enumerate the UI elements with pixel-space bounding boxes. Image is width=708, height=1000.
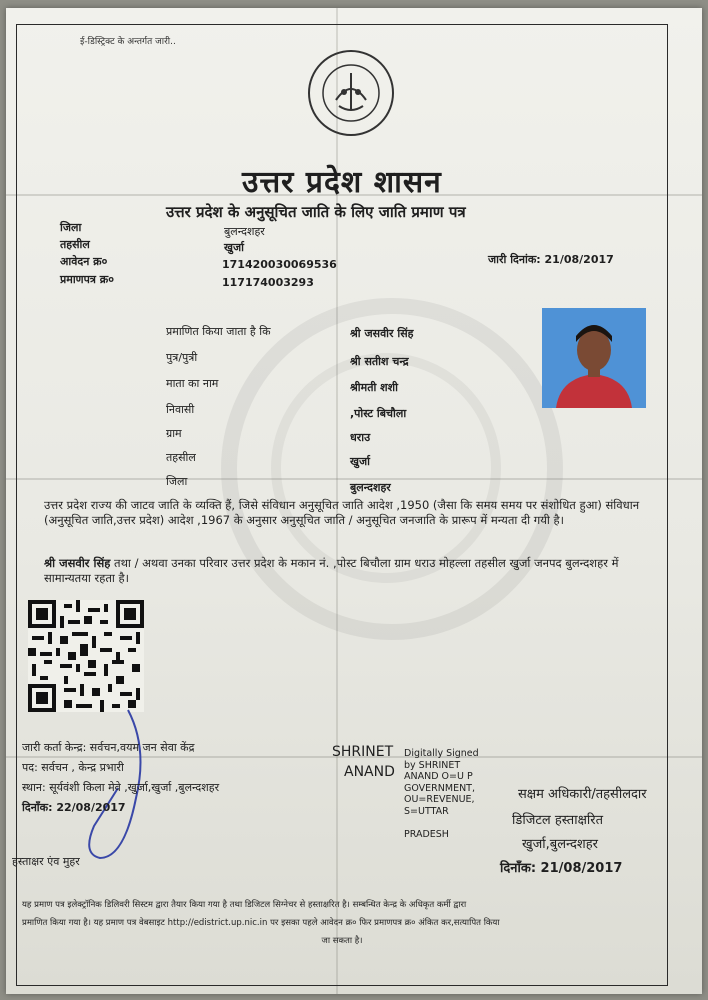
- applicant-photo: [542, 308, 646, 408]
- footer-note: [22, 896, 662, 950]
- authority-place: खुर्जा,बुलन्दशहर: [522, 837, 598, 852]
- parent-name: श्री सतीश चन्द्र: [350, 355, 409, 368]
- signer-name-line2: ANAND: [344, 764, 395, 780]
- issuer-post: पद: सर्वचन , केन्द्र प्रभारी: [22, 761, 124, 774]
- tehsil-value: खुर्जा: [224, 241, 245, 254]
- authority-title: सक्षम अधिकारी/तहसीलदार: [518, 787, 647, 802]
- holder-name-inline: श्री जसवीर सिंह: [44, 556, 111, 570]
- village-value: धराउ: [350, 431, 371, 444]
- detail-tehsil-label: तहसील: [166, 451, 196, 464]
- issuer-date: दिनाँक: 22/08/2017: [22, 801, 126, 814]
- issuing-centre: जारी कर्ता केन्द्र: सर्वचन,वयम जन सेवा केंद्र: [22, 741, 195, 754]
- digital-signature-line: [404, 817, 479, 829]
- authority-digital: डिजिटल हस्ताक्षरित: [512, 813, 603, 828]
- digital-signature-line: GOVERNMENT,: [404, 782, 476, 794]
- person-photo-icon: [542, 308, 646, 408]
- footer-line: जा सकता है।: [321, 936, 363, 946]
- caste-paragraph: उत्तर प्रदेश राज्य की जाटव जाति के व्यक्ति हैं, जिसे संविधान अनुसूचित जाति आदेश ,1950 (जैसा कि समय समय पर संशोधित हुआ) संविधान (अनुसूचित जाति,उत्तर प्रदेश) आदेश ,1967 के अनुसार अनुसूचित जाति / अनुसूचित जनजाति के प्रारूप में मन्यता दी गयी है।: [44, 498, 640, 527]
- application-label: आवेदन क्र०: [60, 255, 108, 268]
- detail-tehsil-value: खुर्जा: [350, 455, 371, 468]
- residence-paragraph: [44, 556, 650, 586]
- village-label: ग्राम: [166, 427, 182, 440]
- application-number: 171420030069536: [222, 258, 337, 271]
- mother-name: श्रीमती शशी: [350, 381, 398, 394]
- digital-signature-line: ANAND O=U P: [404, 771, 473, 782]
- digital-signature-line: OU=REVENUE,: [404, 794, 475, 805]
- signer-name-line1: SHRINET: [332, 744, 394, 760]
- certificate-label: प्रमाणपत्र क्र०: [60, 273, 114, 286]
- district-value: बुलन्दशहर: [224, 225, 265, 238]
- issue-date: जारी दिनांक: 21/08/2017: [488, 253, 614, 266]
- footer-line: यह प्रमाण पत्र इलेक्ट्रॉनिक डिलिवरी सिस्टम द्वारा तैयार किया गया है तथा डिजिटल सिग्नेचर से हस्ताक्षरित है। सम्बन्धित केन्द्र के अधिकृत कर्मी द्वारा: [22, 900, 467, 910]
- mother-label: माता का नाम: [166, 377, 219, 390]
- page-subtitle: उत्तर प्रदेश के अनुसूचित जाति के लिए जाति प्रमाण पत्र: [166, 203, 466, 221]
- detail-district-label: जिला: [166, 475, 188, 488]
- certificate-number: 117174003293: [222, 276, 314, 289]
- parent-label: पुत्र/पुत्री: [166, 351, 198, 364]
- issuer-place: स्थान: सूर्यवंशी किला मेवे ,खुर्जा,खुर्जा ,बुलन्दशहर: [22, 781, 220, 794]
- holder-name: श्री जसवीर सिंह: [350, 327, 414, 340]
- authority-date: दिनाँक: 21/08/2017: [500, 861, 623, 876]
- resident-value: ,पोस्ट बिचौला: [350, 407, 407, 420]
- header-note: ई-डिस्ट्रिक्ट के अन्तर्गत जारी..: [80, 37, 176, 47]
- detail-district-value: बुलन्दशहर: [350, 481, 391, 494]
- tehsil-label: तहसील: [60, 238, 90, 251]
- state-seal-icon: [306, 48, 396, 138]
- certificate-paper: [6, 8, 702, 994]
- page-title: उत्तर प्रदेश शासन: [242, 165, 442, 200]
- district-label: जिला: [60, 221, 82, 234]
- signature-label: हस्ताक्षर एंव मुहर: [12, 855, 80, 868]
- digital-signature-line: S=UTTAR: [404, 805, 449, 817]
- digital-signature-block: [404, 748, 479, 840]
- residence-text: तथा / अथवा उनका परिवार उत्तर प्रदेश के मकान नं. ,पोस्ट बिचौला ग्राम धराउ मोहल्ला तहसील खुर्जा जनपद बुलन्दशहर में सामान्यतया रहता है।: [44, 556, 619, 585]
- certify-label: प्रमाणित किया जाता है कि: [166, 325, 271, 338]
- digital-signature-line: PRADESH: [404, 828, 449, 840]
- resident-label: निवासी: [166, 403, 195, 416]
- digital-signature-line: Digitally Signed: [404, 748, 479, 759]
- footer-line: प्रमाणित किया गया है। यह प्रमाण पत्र वेबसाइट http://edistrict.up.nic.in पर इसका पहले आवेदन क्र० फिर प्रमाणपत्र क्र० अंकित कर,सत्यापित किया: [22, 918, 500, 928]
- qr-code: [28, 600, 144, 712]
- digital-signature-line: by SHRINET: [404, 759, 461, 771]
